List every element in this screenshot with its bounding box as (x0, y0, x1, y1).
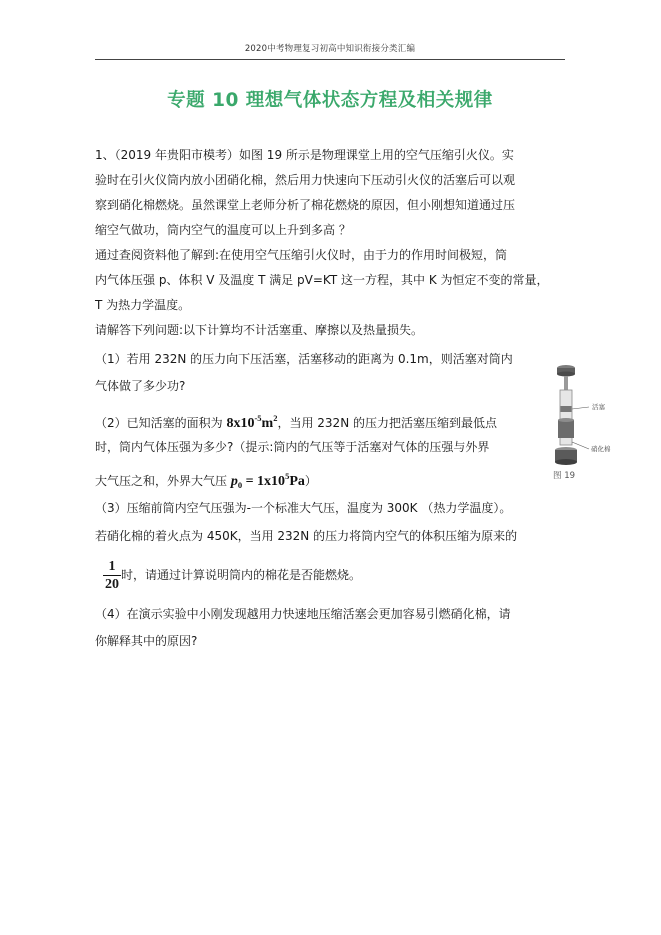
igniter-figure (551, 360, 607, 484)
piston-label: 活塞 (592, 403, 605, 411)
piston (561, 406, 572, 412)
q2-line-1 (95, 409, 497, 433)
q2-pre-text: （2）已知活塞的面积为 (95, 416, 227, 430)
q2-post-text: ，当用 232N 的压力把活塞压缩到最低点 (277, 416, 497, 430)
fraction-numerator: 1 (108, 559, 116, 574)
q1-line: 气体做了多少功? (95, 379, 186, 393)
piston-area-formula: $8x10^{-5}m^2$ (226, 413, 278, 431)
q2-line-2: 时，筒内气体压强为多少?（提示:筒内的气压等于活塞对气体的压强与外界 (95, 440, 490, 454)
tube-fitting (558, 420, 574, 438)
fraction-bar (103, 575, 121, 576)
q3-line-2: 若硝化棉的着火点为 450K，当用 232N 的压力将筒内空气的体积压缩为原来的 (95, 529, 518, 543)
fraction-denominator: 20 (105, 577, 119, 592)
q4-line: 你解释其中的原因? (95, 634, 198, 648)
q4-line: （4）在演示实验中小刚发现越用力快速地压缩活塞会更加容易引燃硝化棉，请 (95, 607, 511, 621)
q2-line-3: 大气压之和，外界大气压 $p_0 = 1x10^5Pa$） (95, 471, 317, 490)
page-header: 2020中考物理复习初高中知识衔接分类汇编 (244, 44, 416, 54)
volume-fraction (103, 559, 121, 592)
info-line: 通过查阅资料他了解到:在使用空气压缩引火仪时，由于力的作用时间极短，筒 (95, 248, 508, 262)
topic-title: 专题 10 理想气体状态方程及相关规律 (167, 90, 493, 111)
cotton-label: 硝化棉 (591, 445, 611, 453)
question-intro-line: 1、（2019 年贵阳市模考）如图 19 所示是物理课堂上用的空气压缩引火仪。实 (95, 148, 514, 162)
q3-line-3: 时，请通过计算说明筒内的棉花是否能燃烧。 (121, 568, 362, 582)
question-intro-line: 缩空气做功，筒内空气的温度可以上升到多高 ？ (95, 223, 351, 237)
question-intro-line: 验时在引火仪筒内放小团硝化棉，然后用力快速向下压动引火仪的活塞后可以观 (95, 173, 516, 187)
info-line: 内气体压强 p、体积 V 及温度 T 满足 pV=KT 这一方程，其中 K 为恒定不变的常量， (95, 273, 549, 287)
info-line: T 为热力学温度。 (95, 298, 191, 312)
piston-leader-line (572, 407, 589, 409)
instruction-line: 请解答下列问题:以下计算均不计活塞重、摩擦以及热量损失。 (95, 323, 424, 337)
q1-line: （1）若用 232N 的压力向下压活塞，活塞移动的距离为 0.1m，则活塞对筒内 (95, 352, 513, 366)
q3-line-1: （3）压缩前筒内空气压强为-一个标准大气压，温度为 300K （热力学温度）。 (95, 501, 512, 515)
figure-caption: 图 19 (553, 471, 576, 481)
header-divider (95, 59, 565, 60)
question-intro-line: 察到硝化棉燃烧。虽然课堂上老师分析了棉花燃烧的原因，但小刚想知道通过压 (95, 198, 516, 212)
atmospheric-pressure-formula: $p_0 = 1x10^5Pa$ (230, 471, 305, 490)
cotton-leader-line (572, 442, 589, 449)
